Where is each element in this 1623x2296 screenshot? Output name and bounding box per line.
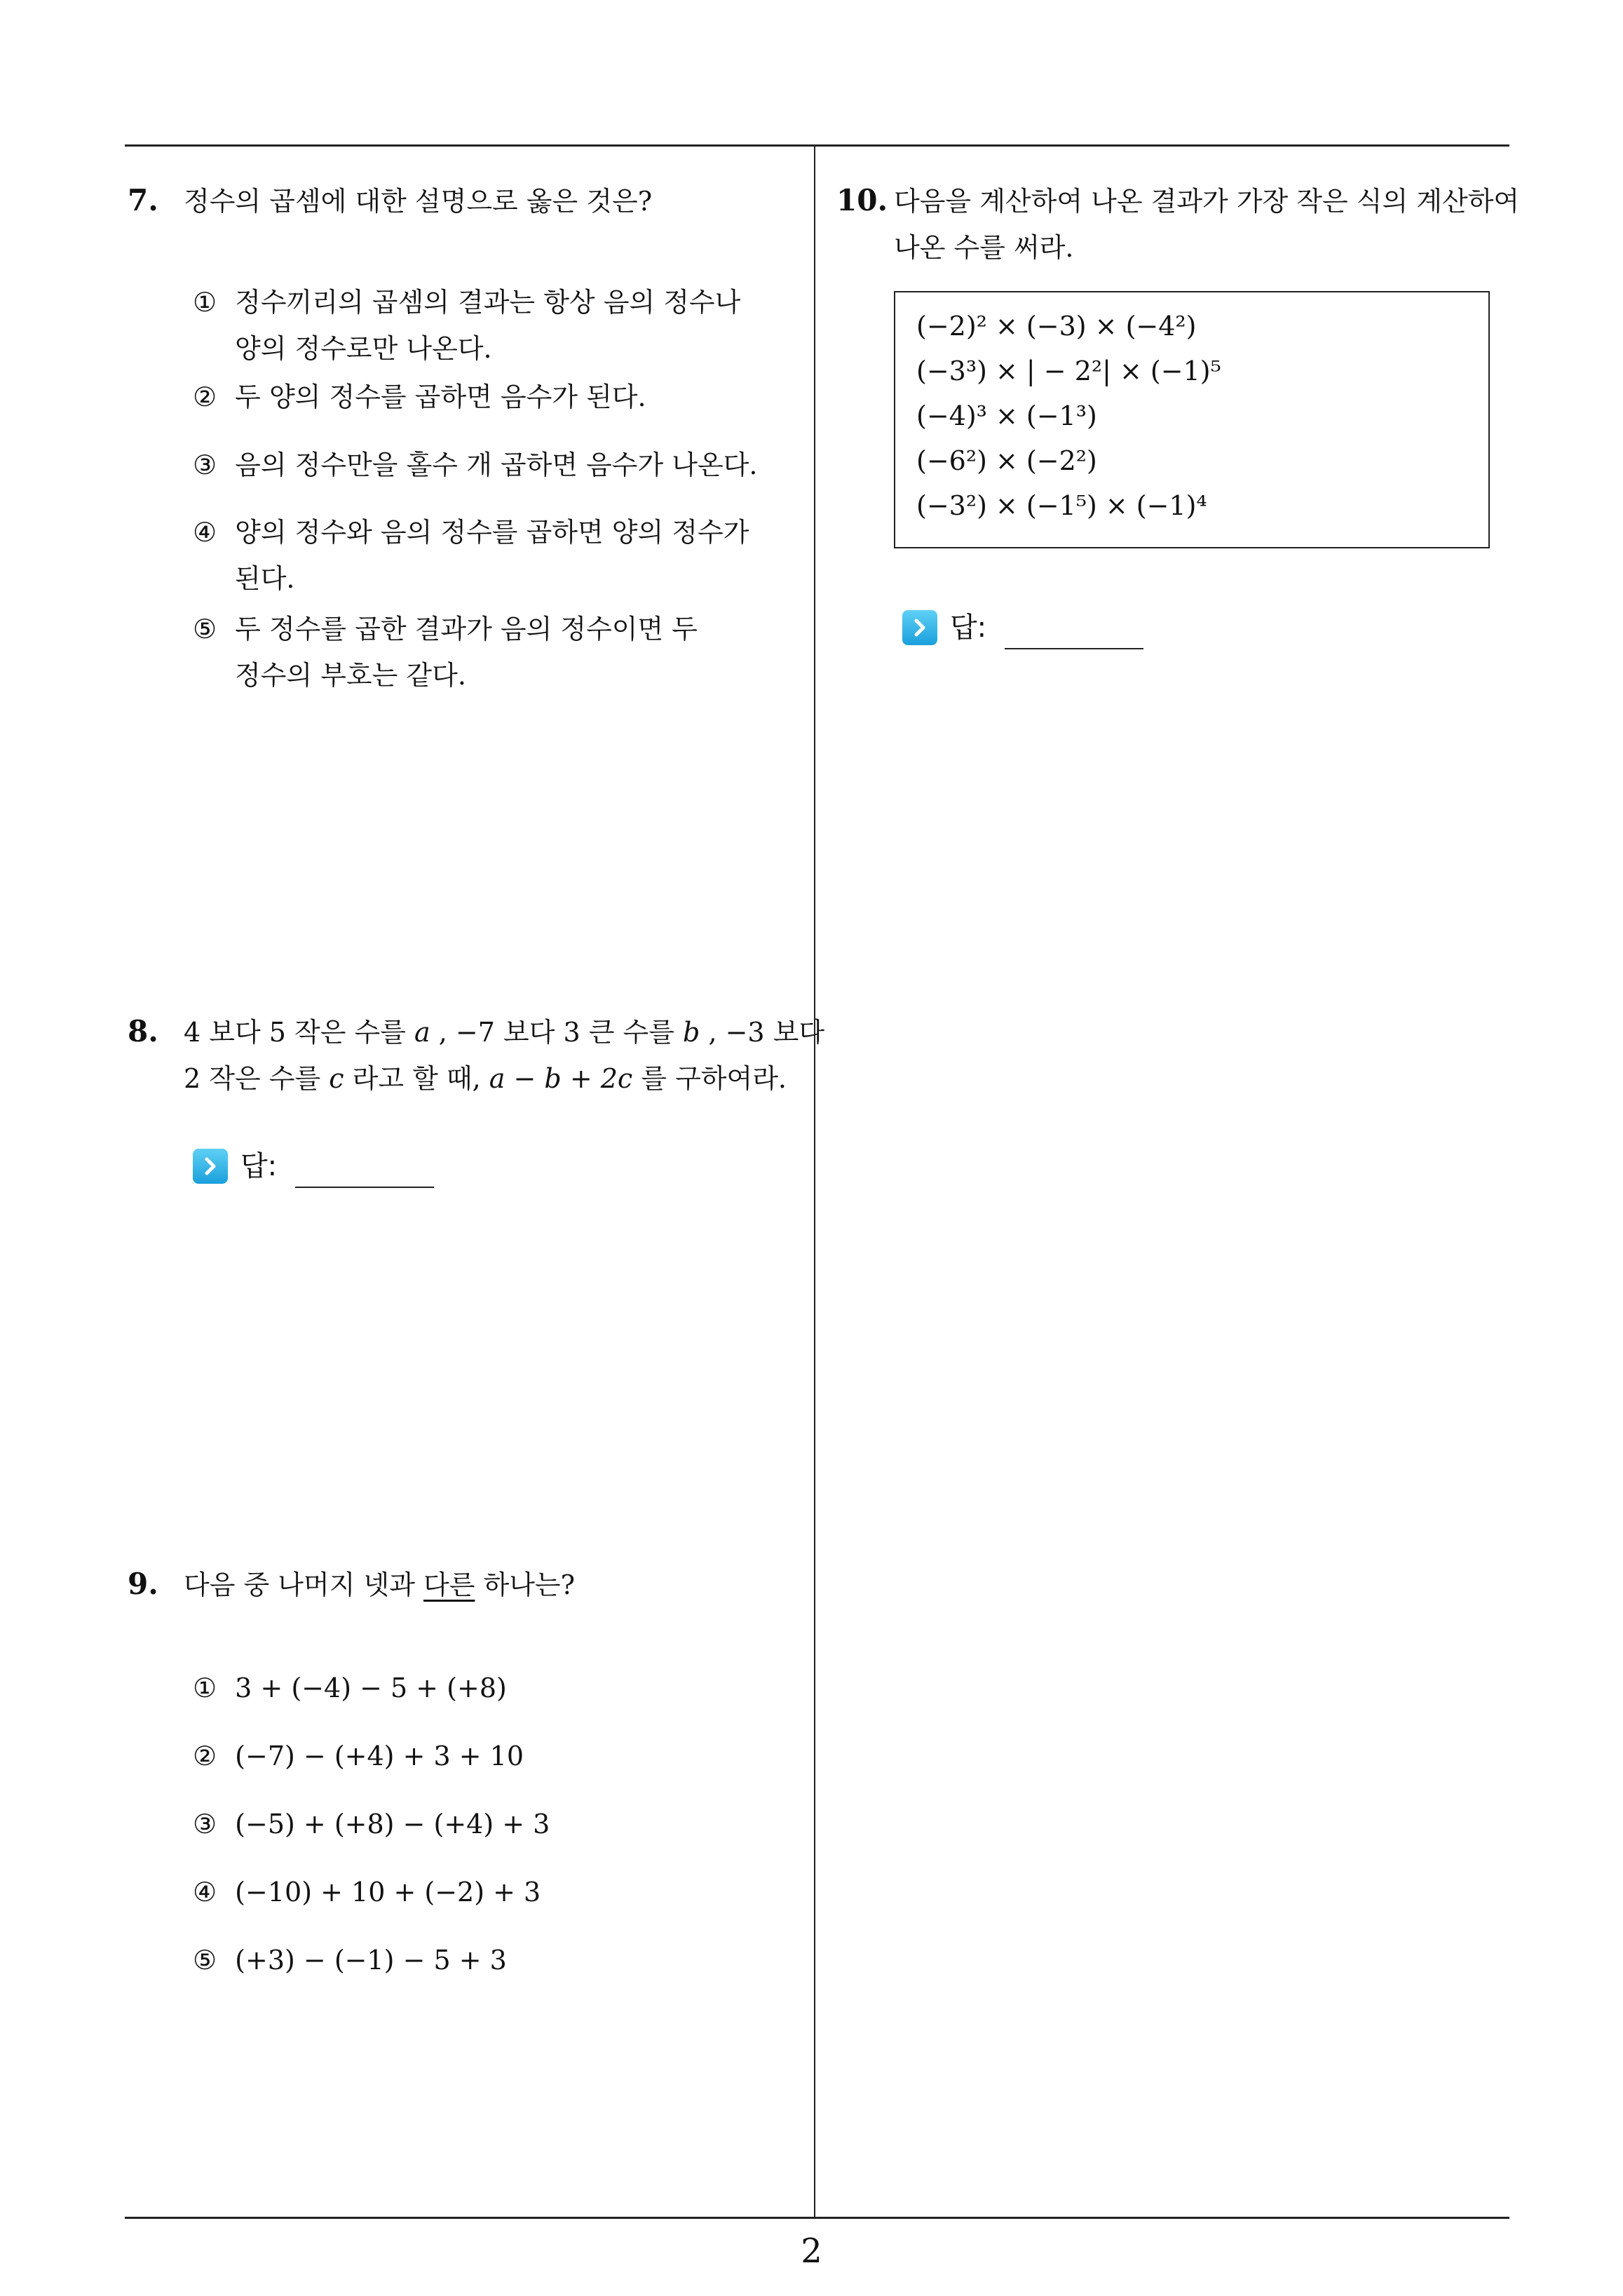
expression-5: (−3²) × (−1⁵) × (−1)⁴	[916, 490, 1207, 521]
question-text-line-2	[184, 1055, 787, 1102]
text-part: 2 작은 수를	[184, 1063, 330, 1094]
expression-2: (−3³) × | − 2²| × (−1)⁵	[916, 356, 1221, 386]
choice-5-continued: 정수의 부호는 같다.	[235, 660, 466, 691]
choice-2[interactable]	[193, 1733, 524, 1779]
choice-3[interactable]	[193, 1801, 550, 1847]
answer-row	[193, 1143, 434, 1189]
bottom-rule	[125, 2217, 1509, 2219]
expression-4: (−6²) × (−2²)	[916, 445, 1097, 476]
choice-4[interactable]	[193, 1869, 541, 1915]
choice-marker: ②	[193, 381, 217, 412]
expression-3: (−4)³ × (−1³)	[916, 400, 1097, 431]
text-part: 라고 할 때,	[344, 1063, 489, 1094]
variable-b: b	[683, 1017, 700, 1048]
question-text: 정수의 곱셈에 대한 설명으로 옳은 것은?	[184, 186, 653, 217]
choice-expression: 3 + (−4) − 5 + (+8)	[235, 1673, 507, 1703]
variable-a: a	[414, 1017, 430, 1048]
question-number: 10.	[836, 183, 888, 217]
choice-marker: ②	[193, 1741, 217, 1771]
choice-marker: ①	[193, 1673, 217, 1703]
choice-3[interactable]	[193, 442, 757, 488]
top-rule	[125, 144, 1509, 147]
question-text-line-1: 다음을 계산하여 나온 결과가 가장 작은 식의 계산하여	[894, 186, 1520, 217]
question-text	[184, 1562, 575, 1608]
text-part: 다음 중 나머지 넷과	[184, 1569, 423, 1600]
question-text-line-2: 나온 수를 써라.	[894, 232, 1074, 263]
choice-expression: (−5) + (+8) − (+4) + 3	[235, 1809, 550, 1839]
expression-box	[894, 291, 1490, 548]
answer-input[interactable]	[1005, 648, 1143, 649]
choice-text: 정수끼리의 곱셈의 결과는 항상 음의 정수나	[235, 287, 741, 318]
chevron-right-icon	[902, 610, 937, 645]
question-number: 8.	[128, 1014, 158, 1048]
text-part: 4 보다 5 작은 수를	[184, 1017, 414, 1048]
text-part: , −3 보다	[700, 1017, 825, 1048]
page-number: 2	[801, 2231, 822, 2271]
choice-5[interactable]	[193, 606, 698, 652]
answer-label: 답:	[240, 1150, 278, 1182]
answer-input[interactable]	[295, 1187, 434, 1188]
choice-expression: (−10) + 10 + (−2) + 3	[235, 1877, 541, 1907]
choice-text: 음의 정수만을 홀수 개 곱하면 음수가 나온다.	[235, 450, 758, 480]
underlined-word: 다른	[423, 1569, 475, 1600]
choice-1[interactable]	[193, 1665, 507, 1711]
column-divider	[814, 144, 815, 2218]
choice-marker: ③	[193, 1809, 217, 1839]
question-text-line-1	[184, 1009, 824, 1055]
chevron-right-icon	[193, 1149, 228, 1184]
choice-marker: ④	[193, 517, 217, 548]
choice-marker: ④	[193, 1877, 217, 1907]
choice-1-continued: 양의 정수로만 나온다.	[235, 333, 492, 364]
choice-2[interactable]	[193, 374, 646, 420]
choice-text: 두 양의 정수를 곱하면 음수가 된다.	[235, 381, 646, 412]
text-part: 하나는?	[475, 1569, 575, 1600]
choice-text: 두 정수를 곱한 결과가 음의 정수이면 두	[235, 614, 698, 644]
variable-c: c	[329, 1063, 344, 1094]
question-number: 7.	[128, 183, 158, 217]
text-part: 를 구하여라.	[632, 1063, 787, 1094]
choice-marker: ⑤	[193, 1945, 217, 1976]
choice-marker: ③	[193, 450, 217, 480]
answer-row	[902, 605, 1143, 651]
text-part: , −7 보다 3 큰 수를	[430, 1017, 684, 1048]
expression: a − b + 2c	[489, 1063, 633, 1094]
question-number: 9.	[128, 1567, 158, 1601]
choice-expression: (+3) − (−1) − 5 + 3	[235, 1945, 507, 1976]
choice-1[interactable]	[193, 279, 740, 325]
choice-text: 양의 정수와 음의 정수를 곱하면 양의 정수가	[235, 517, 749, 548]
choice-4-continued: 된다.	[235, 563, 295, 594]
choice-5[interactable]	[193, 1937, 507, 1983]
answer-label: 답:	[950, 612, 987, 644]
expression-1: (−2)² × (−3) × (−4²)	[916, 311, 1197, 342]
choice-4[interactable]	[193, 509, 749, 555]
choice-expression: (−7) − (+4) + 3 + 10	[235, 1741, 524, 1771]
choice-marker: ①	[193, 287, 217, 318]
choice-marker: ⑤	[193, 614, 217, 644]
